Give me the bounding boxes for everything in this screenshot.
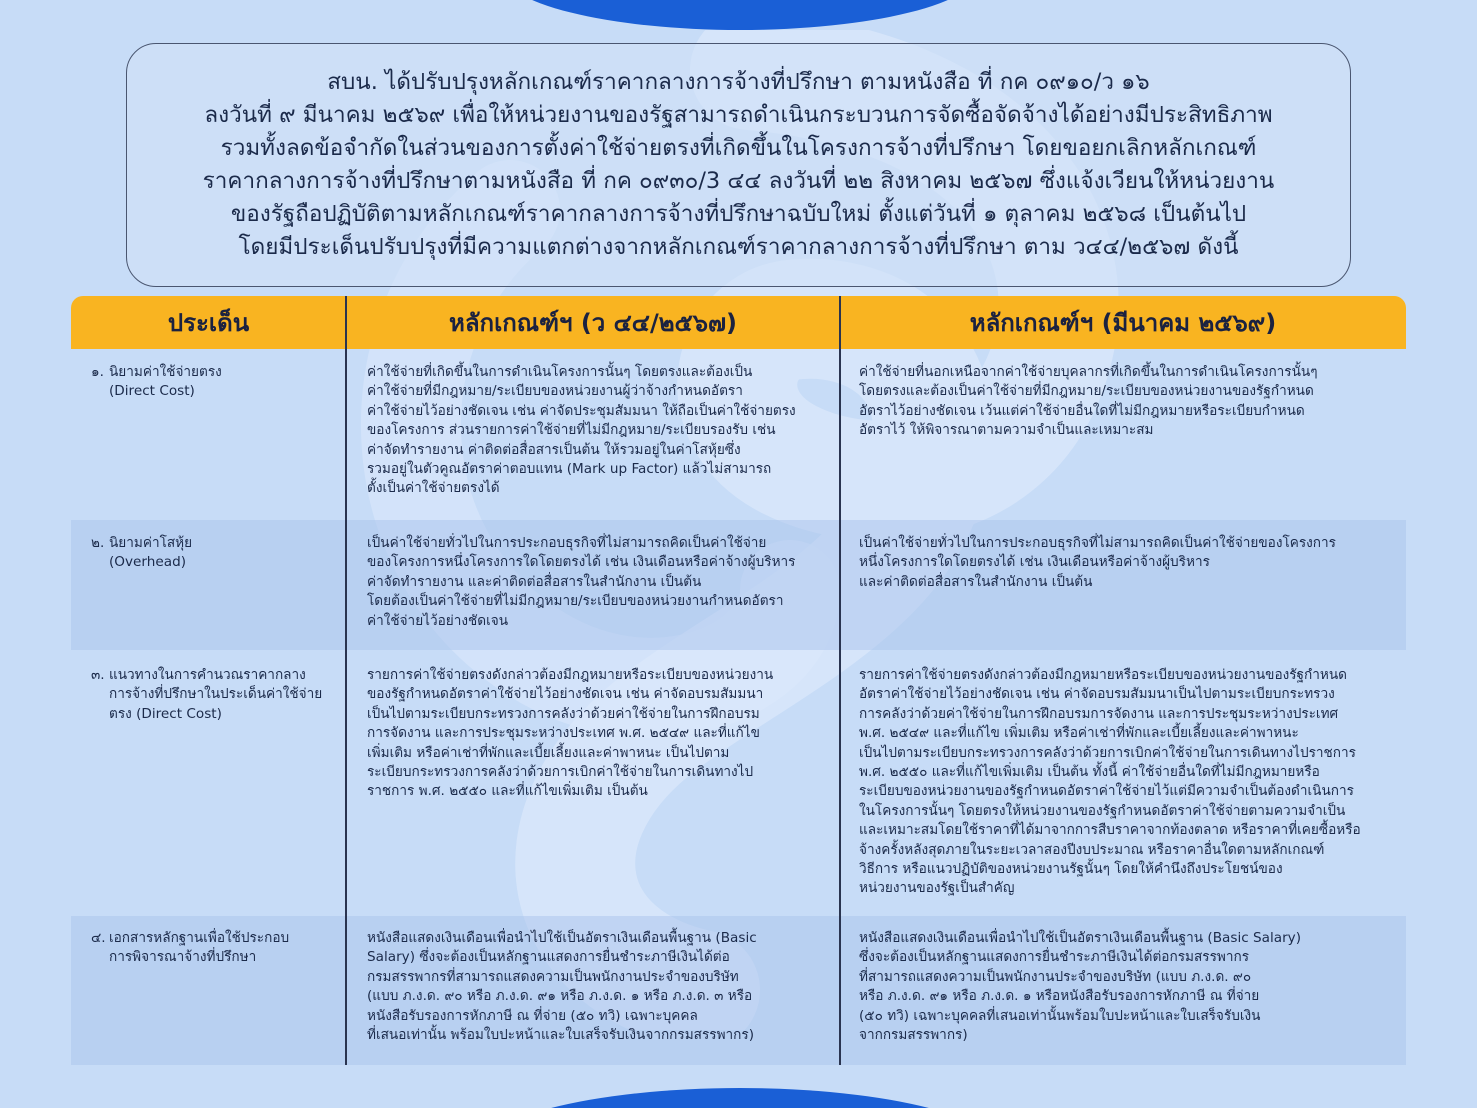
- old-criteria-cell: [367, 666, 837, 802]
- intro-line: โดยมีประเด็นปรับปรุงที่มีความแตกต่างจากหลักเกณฑ์ราคากลางการจ้างที่ปรึกษา ตาม ว๔๔/๒๕๖๗ ดังนี้: [238, 234, 1239, 260]
- text-line: จ้างครั้งหลังสุดภายในระยะเวลาสองปีงบประมาณ หรือราคาอื่นใดตามหลักเกณฑ์: [859, 841, 1325, 858]
- text-line: อัตราค่าใช้จ่ายไว้อย่างชัดเจน เช่น ค่าจัดอบรมสัมมนาเป็นไปตามระเบียบกระทรวง: [859, 686, 1335, 703]
- text-line: ค่าใช้จ่ายไว้อย่างชัดเจน เช่น ค่าจัดประชุมสัมมนา ให้ถือเป็นค่าใช้จ่ายตรง: [367, 402, 796, 419]
- intro-line: รวมทั้งลดข้อจำกัดในส่วนของการตั้งค่าใช้จ่ายตรงที่เกิดขึ้นในโครงการจ้างที่ปรึกษา โดยขอยกเลิกหลักเกณฑ์: [220, 135, 1257, 161]
- text-line: ระเบียบกระทรวงการคลังว่าด้วยการเบิกค่าใช้จ่ายในการเดินทางไป: [367, 764, 754, 781]
- issue-line: (Overhead): [109, 554, 187, 571]
- issue-cell: [91, 666, 336, 724]
- intro-line: ของรัฐถือปฏิบัติตามหลักเกณฑ์ราคากลางการจ้างที่ปรึกษาฉบับใหม่ ตั้งแต่วันที่ ๑ ตุลาคม ๒๕๖๘ เป็นต้นไป: [230, 201, 1247, 227]
- text-line: พ.ศ. ๒๕๔๙ และที่แก้ไข เพิ่มเติม หรือค่าเช่าที่พักและเบี้ยเลี้ยงและค่าพาหนะ: [859, 725, 1299, 742]
- issue-number: ๑.: [91, 364, 104, 380]
- issue-number: ๓.: [91, 667, 105, 683]
- old-criteria-cell: [367, 929, 837, 1045]
- text-line: ระเบียบของหน่วยงานของรัฐกำหนดอัตราค่าใช้จ่ายไว้แต่มีความจำเป็นต้องดำเนินการ: [859, 783, 1354, 800]
- text-line: ในโครงการนั้นๆ โดยตรงให้หน่วยงานของรัฐกำหนดอัตราค่าใช้จ่ายตามความจำเป็น: [859, 802, 1346, 819]
- new-criteria-cell: [859, 534, 1404, 592]
- column-divider: [345, 296, 347, 1065]
- issue-cell: [91, 534, 336, 573]
- text-line: อัตราไว้ ให้พิจารณาตามความจำเป็นและเหมาะสม: [859, 422, 1154, 439]
- table-header: [71, 296, 1406, 349]
- text-line: เป็นไปตามระเบียบกระทรวงการคลังว่าด้วยการเบิกค่าใช้จ่ายในการเดินทางไปราชการ: [859, 744, 1356, 761]
- issue-line: นิยามค่าโสหุ้ย: [109, 535, 193, 551]
- new-criteria-cell: [859, 929, 1404, 1045]
- table-row: [71, 916, 1406, 1065]
- table-row: [71, 349, 1406, 520]
- text-line: ค่าจัดทำรายงาน และค่าติดต่อสื่อสารในสำนักงาน เป็นต้น: [367, 573, 702, 590]
- text-line: อัตราไว้อย่างชัดเจน เว้นแต่ค่าใช้จ่ายอื่นใดที่ไม่มีกฎหมายหรือระเบียบกำหนด: [859, 402, 1305, 419]
- text-line: ของโครงการหนึ่งโครงการใดโดยตรงได้ เช่น เงินเดือนหรือค่าจ้างผู้บริหาร: [367, 554, 796, 571]
- issue-line: การพิจารณาจ้างที่ปรึกษา: [109, 949, 257, 966]
- issue-line: ตรง (Direct Cost): [109, 705, 222, 722]
- text-line: โดยต้องเป็นค่าใช้จ่ายที่ไม่มีกฎหมาย/ระเบียบของหน่วยงานกำหนดอัตรา: [367, 593, 784, 610]
- old-criteria-cell: [367, 534, 837, 631]
- issue-number: ๒.: [91, 535, 105, 551]
- text-line: Salary) ซึ่งจะต้องเป็นหลักฐานแสดงการยื่นชำระภาษีเงินได้ต่อ: [367, 949, 730, 966]
- text-line: เป็นไปตามระเบียบกระทรวงการคลังว่าด้วยค่าใช้จ่ายในการฝึกอบรม: [367, 705, 760, 722]
- table-row: [71, 650, 1406, 916]
- text-line: (๕๐ ทวิ) เฉพาะบุคคลที่เสนอเท่านั้นพร้อมใบปะหน้าและใบเสร็จรับเงิน: [859, 1007, 1261, 1024]
- issue-line: เอกสารหลักฐานเพื่อใช้ประกอบ: [109, 930, 290, 946]
- text-line: ราชการ พ.ศ. ๒๕๕๐ และที่แก้ไขเพิ่มเติม เป็นต้น: [367, 783, 648, 800]
- text-line: ของรัฐกำหนดอัตราค่าใช้จ่ายไว้อย่างชัดเจน เช่น ค่าจัดอบรมสัมมนา: [367, 686, 764, 703]
- text-line: เป็นค่าใช้จ่ายทั่วไปในการประกอบธุรกิจที่ไม่สามารถคิดเป็นค่าใช้จ่ายของโครงการ: [859, 535, 1336, 551]
- text-line: ค่าใช้จ่ายที่มีกฎหมาย/ระเบียบของหน่วยงานผู้ว่าจ้างกำหนดอัตรา: [367, 383, 743, 400]
- header-issue: ประเด็น: [167, 309, 250, 337]
- text-line: เพิ่มเติม หรือค่าเช่าที่พักและเบี้ยเลี้ยงและค่าพาหนะ เป็นไปตาม: [367, 744, 730, 761]
- text-line: พ.ศ. ๒๕๕๐ และที่แก้ไขเพิ่มเติม เป็นต้น ทั้งนี้ ค่าใช้จ่ายอื่นใดที่ไม่มีกฎหมายหรือ: [859, 764, 1320, 781]
- header-old-criteria: หลักเกณฑ์ฯ (ว ๔๔/๒๕๖๗): [449, 309, 737, 337]
- text-line: และเหมาะสมโดยใช้ราคาที่ได้มาจากการสืบราคาจากท้องตลาด หรือราคาที่เคยซื้อหรือ: [859, 822, 1361, 839]
- text-line: วิธีการ หรือแนวปฏิบัติของหน่วยงานรัฐนั้นๆ โดยให้คำนึงถึงประโยชน์ของ: [859, 861, 1283, 878]
- table-row: [71, 520, 1406, 650]
- old-criteria-cell: [367, 363, 837, 499]
- top-blue-arc: [500, 0, 980, 30]
- issue-line: (Direct Cost): [109, 383, 195, 400]
- issue-cell: [91, 363, 336, 402]
- text-line: รายการค่าใช้จ่ายตรงดังกล่าวต้องมีกฎหมายหรือระเบียบของหน่วยงาน: [367, 667, 774, 683]
- text-line: หนึ่งโครงการใดโดยตรงได้ เช่น เงินเดือนหรือค่าจ้างผู้บริหาร: [859, 554, 1210, 571]
- new-criteria-cell: [859, 666, 1404, 899]
- text-line: หนังสือแสดงเงินเดือนเพื่อนำไปใช้เป็นอัตราเงินเดือนพื้นฐาน (Basic Salary): [859, 930, 1302, 946]
- text-line: หนังสือรับรองการหักภาษี ณ ที่จ่าย (๕๐ ทวิ) เฉพาะบุคคล: [367, 1007, 698, 1024]
- text-line: ค่าใช้จ่ายไว้อย่างชัดเจน: [367, 612, 508, 629]
- text-line: หน่วยงานของรัฐเป็นสำคัญ: [859, 880, 1015, 897]
- text-line: ค่าใช้จ่ายที่นอกเหนือจากค่าใช้จ่ายบุคลากรที่เกิดขึ้นในการดำเนินโครงการนั้นๆ: [859, 364, 1318, 380]
- text-line: ที่เสนอเท่านั้น พร้อมใบปะหน้าและใบเสร็จรับเงินจากกรมสรรพากร): [367, 1027, 755, 1044]
- intro-line: ลงวันที่ ๙ มีนาคม ๒๕๖๙ เพื่อให้หน่วยงานของรัฐสามารถดำเนินกระบวนการจัดซื้อจัดจ้างได้อย่างมีประสิทธิภาพ: [204, 102, 1273, 128]
- text-line: ตั้งเป็นค่าใช้จ่ายตรงได้: [367, 480, 500, 497]
- text-line: และค่าติดต่อสื่อสารในสำนักงาน เป็นต้น: [859, 573, 1093, 590]
- text-line: การจัดงาน และการประชุมระหว่างประเทศ พ.ศ. ๒๕๔๙ และที่แก้ไข: [367, 725, 760, 742]
- intro-line: ราคากลางการจ้างที่ปรึกษาตามหนังสือ ที่ กค ๐๙๓๐/3 ๔๔ ลงวันที่ ๒๒ สิงหาคม ๒๕๖๗ ซึ่งแจ้งเวียนให้หน่วยงาน: [202, 168, 1275, 194]
- text-line: ค่าใช้จ่ายที่เกิดขึ้นในการดำเนินโครงการนั้นๆ โดยตรงและต้องเป็น: [367, 364, 753, 380]
- issue-line: การจ้างที่ปรึกษาในประเด็นค่าใช้จ่าย: [109, 686, 323, 703]
- issue-line: แนวทางในการคำนวณราคากลาง: [109, 667, 306, 683]
- text-line: ซึ่งจะต้องเป็นหลักฐานแสดงการยื่นชำระภาษีเงินได้ต่อกรมสรรพากร: [859, 949, 1249, 966]
- text-line: รวมอยู่ในตัวคูณอัตราค่าตอบแทน (Mark up Factor) แล้วไม่สามารถ: [367, 461, 772, 478]
- intro-line: สบน. ได้ปรับปรุงหลักเกณฑ์ราคากลางการจ้างที่ปรึกษา ตามหนังสือ ที่ กค ๐๙๑๐/ว ๑๖: [327, 69, 1150, 95]
- text-line: การคลังว่าด้วยค่าใช้จ่ายในการฝึกอบรมการจัดงาน และการประชุมระหว่างประเทศ: [859, 705, 1339, 722]
- issue-cell: [91, 929, 336, 968]
- text-line: จากกรมสรรพากร): [859, 1027, 968, 1044]
- text-line: ค่าจัดทำรายงาน ค่าติดต่อสื่อสารเป็นต้น ให้รวมอยู่ในค่าโสหุ้ยซึ่ง: [367, 441, 741, 458]
- bottom-blue-arc: [470, 1088, 1010, 1108]
- text-line: กรมสรรพากรที่สามารถแสดงความเป็นพนักงานประจำของบริษัท: [367, 968, 739, 985]
- text-line: รายการค่าใช้จ่ายตรงดังกล่าวต้องมีกฎหมายหรือระเบียบของหน่วยงานของรัฐกำหนด: [859, 667, 1347, 683]
- comparison-table: [71, 296, 1406, 1065]
- text-line: โดยตรงและต้องเป็นค่าใช้จ่ายที่มีกฎหมาย/ระเบียบของหน่วยงานของรัฐกำหนด: [859, 383, 1314, 400]
- column-divider: [839, 296, 841, 1065]
- issue-line: นิยามค่าใช้จ่ายตรง: [109, 364, 222, 380]
- intro-announcement-box: [126, 43, 1351, 287]
- new-criteria-cell: [859, 363, 1404, 441]
- text-line: หนังสือแสดงเงินเดือนเพื่อนำไปใช้เป็นอัตราเงินเดือนพื้นฐาน (Basic: [367, 930, 757, 946]
- text-line: เป็นค่าใช้จ่ายทั่วไปในการประกอบธุรกิจที่ไม่สามารถคิดเป็นค่าใช้จ่าย: [367, 535, 767, 551]
- text-line: ของโครงการ ส่วนรายการค่าใช้จ่ายที่ไม่มีกฎหมาย/ระเบียบรองรับ เช่น: [367, 422, 776, 439]
- header-new-criteria: หลักเกณฑ์ฯ (มีนาคม ๒๕๖๙): [969, 309, 1277, 337]
- issue-number: ๔.: [91, 930, 106, 946]
- text-line: หรือ ภ.ง.ด. ๙๑ หรือ ภ.ง.ด. ๑ หรือหนังสือรับรองการหักภาษี ณ ที่จ่าย: [859, 988, 1260, 1005]
- text-line: ที่สามารถแสดงความเป็นพนักงานประจำของบริษัท (แบบ ภ.ง.ด. ๙๐: [859, 968, 1252, 985]
- text-line: (แบบ ภ.ง.ด. ๙๐ หรือ ภ.ง.ด. ๙๑ หรือ ภ.ง.ด. ๑ หรือ ภ.ง.ด. ๓ หรือ: [367, 988, 753, 1005]
